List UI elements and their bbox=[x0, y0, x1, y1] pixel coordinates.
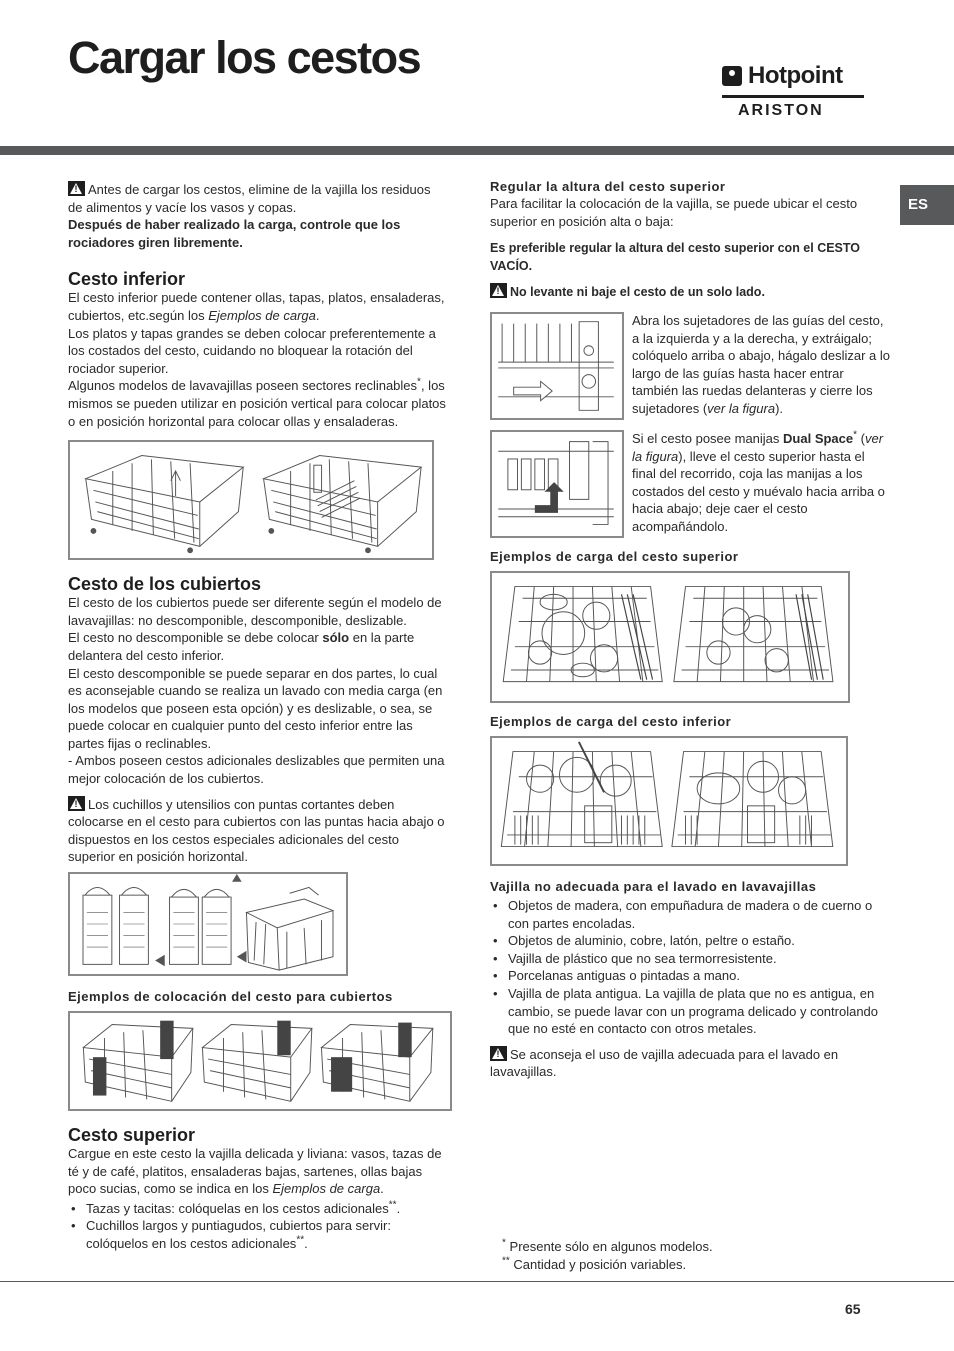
heading-ejemplos-cubiertos: Ejemplos de colocación del cesto para cubiertos bbox=[68, 989, 393, 1005]
brand-mark-icon bbox=[722, 66, 742, 86]
list-item: • Objetos de aluminio, cobre, latón, peltre o estaño. bbox=[490, 932, 890, 950]
cesto-inferior-p3: Algunos modelos de lavavajillas poseen sectores reclinables*, los mismos se pueden utilizar en posición vertical para colocar platos o en posición horizontal para colocar ollas y ensaladeras. bbox=[68, 377, 446, 429]
list-item: • Tazas y tacitas: colóquelas en los cestos adicionales**. bbox=[68, 1200, 448, 1218]
cesto-cubiertos-p2: El cesto no descomponible se debe colocar sólo en la parte delantera del cesto inferior. bbox=[68, 630, 415, 663]
upper-basket-examples-figure bbox=[490, 571, 850, 703]
page-number: 65 bbox=[845, 1301, 861, 1317]
heading-ejemplos-superior: Ejemplos de carga del cesto superior bbox=[490, 548, 739, 564]
regular-p1: Para facilitar la colocación de la vajilla, se puede ubicar el cesto superior en posición alta o baja: bbox=[490, 196, 858, 229]
vajilla-warning: !Se aconseja el uso de vajilla adecuada para el lavado en lavavajillas. bbox=[490, 1046, 890, 1081]
cutlery-basket-figure bbox=[68, 872, 348, 976]
header-rule bbox=[0, 146, 954, 155]
section-heading-cesto-superior: Cesto superior bbox=[68, 1125, 196, 1146]
adjust-figure-2-text: Si el cesto posee manijas Dual Space* (ver la figura), lleve el cesto superior hasta el final del recorrido, coja las manijas a los costados del cesto y muévalo hacia arriba o hacia abajo; deje caer el cesto acompañándolo. bbox=[632, 429, 885, 534]
cesto-inferior-p1: El cesto inferior puede contener ollas, tapas, platos, ensaladeras, cubiertos, etc.según los Ejemplos de carga. bbox=[68, 290, 445, 323]
warning-icon bbox=[490, 1046, 507, 1061]
language-tab: ES bbox=[900, 185, 954, 225]
list-item: • Objetos de madera, con empuñadura de madera o de cuerno o con partes encoladas. bbox=[490, 897, 890, 932]
adjust-figure-row-2 bbox=[490, 430, 890, 538]
cubiertos-warning: !Los cuchillos y utensilios con puntas cortantes deben colocarse en el cesto para cubiertos con las puntas hacia abajo o dispuestos en los cestos especiales adicionales del cesto superior en posición horizontal. bbox=[68, 796, 448, 866]
cesto-cubiertos-p3: El cesto descomponible se puede separar en dos partes, lo cual es aconsejable cuando se realiza un lavado con media carga (en los modelos que poseen esta opción) y es deslizable, o sea, se puede colocar en cualquier punto del cesto inferior entre las partes fijas o reclinables. bbox=[68, 665, 443, 751]
footnote-2: ** Cantidad y posición variables. bbox=[502, 1255, 687, 1272]
lower-basket-examples-figure bbox=[490, 736, 848, 866]
section-heading-cesto-cubiertos: Cesto de los cubiertos bbox=[68, 574, 262, 595]
footer-rule bbox=[0, 1281, 954, 1282]
brand-logo bbox=[722, 60, 868, 126]
cesto-superior-list bbox=[68, 1200, 448, 1253]
cesto-cubiertos-p1: El cesto de los cubiertos puede ser diferente según el modelo de lavavajillas: no descomponible, descomponible, deslizable. bbox=[68, 595, 442, 628]
list-item: • Vajilla de plata antigua. La vajilla de plata que no es antigua, en cambio, se puede lavar con un programa delicado y controlando que no esté en contacto con otros metales. bbox=[490, 985, 890, 1038]
heading-vajilla-no-adecuada: Vajilla no adecuada para el lavado en lavavajillas bbox=[490, 878, 817, 894]
footnote-1: * Presente sólo en algunos modelos. bbox=[502, 1237, 713, 1254]
cesto-inferior-p2: Los platos y tapas grandes se deben colocar preferentemente a los costados del cesto, cuidando no bloquear la rotación del rociador superior. bbox=[68, 325, 436, 376]
cesto-cubiertos-p4: - Ambos poseen cestos adicionales deslizables que permiten una mejor colocación de los cubiertos. bbox=[68, 753, 445, 787]
heading-ejemplos-inferior: Ejemplos de carga del cesto inferior bbox=[490, 713, 732, 729]
cesto-superior-p1: Cargue en este cesto la vajilla delicada y liviana: vasos, tazas de té y de café, platitos, ensaladeras bajas, sartenes, ollas bajas poco sucias, como se indica en los Ejemplos de carga. bbox=[68, 1146, 442, 1197]
list-item: • Porcelanas antiguas o pintadas a mano. bbox=[490, 967, 890, 985]
warning-icon bbox=[490, 283, 507, 298]
page-title: Cargar los cestos bbox=[68, 32, 421, 83]
heading-regular-altura: Regular la altura del cesto superior bbox=[490, 179, 726, 194]
lower-basket-figure bbox=[68, 440, 434, 560]
brand-sub: ARISTON bbox=[738, 102, 824, 119]
left-column bbox=[68, 181, 448, 1253]
warning-icon bbox=[68, 181, 85, 196]
adjust-figure-row-1 bbox=[490, 312, 890, 420]
dual-space-handle-figure bbox=[490, 430, 624, 538]
vajilla-list bbox=[490, 897, 890, 1038]
regular-bold: Es preferible regular la altura del cesto superior con el CESTO VACÍO. bbox=[490, 241, 861, 273]
right-column bbox=[490, 178, 890, 1081]
footnotes bbox=[502, 1238, 713, 1274]
adjust-figure-1-text: Abra los sujetadores de las guías del cesto, a la izquierda y a la derecha, y extráigalo; colóquelo arriba o abajo, hágalo deslizar a lo largo de las guías hasta hacer entrar también las ruedas delanteras y cierre los sujetadores (ver la figura). bbox=[632, 312, 891, 416]
basket-rail-figure bbox=[490, 312, 624, 420]
list-item: • Cuchillos largos y puntiagudos, cubiertos para servir: colóquelos en los cestos adicionales**. bbox=[68, 1217, 448, 1252]
brand-divider bbox=[722, 95, 864, 98]
warning-icon bbox=[68, 796, 85, 811]
brand-name: Hotpoint bbox=[748, 62, 843, 89]
cutlery-examples-figure bbox=[68, 1011, 452, 1111]
intro-paragraph: !Antes de cargar los cestos, elimine de la vajilla los residuos de alimentos y vacíe los vasos y copas. Después de haber realizado la carga, controle que los rociadores giren libremente. bbox=[68, 181, 448, 251]
list-item: • Vajilla de plástico que no sea termorresistente. bbox=[490, 950, 890, 968]
section-heading-cesto-inferior: Cesto inferior bbox=[68, 269, 186, 290]
regular-warning: !No levante ni baje el cesto de un solo lado. bbox=[490, 283, 890, 302]
